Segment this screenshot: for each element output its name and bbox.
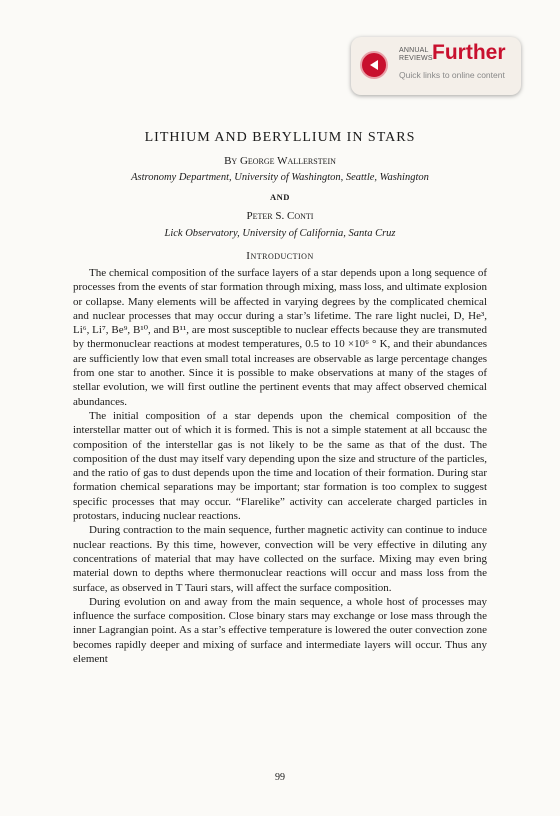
badge-tagline: Quick links to online content — [399, 70, 505, 80]
affiliation-1: Astronomy Department, University of Washington, Seattle, Washington — [131, 172, 429, 183]
paragraph: The chemical composition of the surface layers of a star depends upon a long sequence of processes from the events of star formation through mixing, mass loss, and ultimate explosion or collapse. Many elements will be affected in varying degrees by the complicated chemical and nuclear processes that may occur during a star’s lifetime. The rare light nuclei, D, He³, Li⁶, Li⁷, Be⁹, B¹⁰, and B¹¹, are most susceptible to nuclear effects because they are transmuted by thermonuclear reactions at modest temperatures, 0.5 to 10 ×10⁶ ° K, and their abundances are sufficiently low that even small total increases are observable as large percentage changes from one star to another. Since it is possible to make observations at many of the stages of stellar evolution, we will first outline the pertinent events that may affect observed chemical abundances. — [73, 267, 487, 408]
author-2: Peter S. Conti — [246, 210, 314, 222]
further-label: Further — [432, 41, 506, 64]
page-number: 99 — [275, 772, 285, 783]
play-back-icon — [360, 51, 388, 79]
article-title: LITHIUM AND BERYLLIUM IN STARS — [144, 130, 416, 145]
and-separator: AND — [270, 192, 290, 202]
paragraph: The initial composition of a star depends upon the chemical composition of the interstellar matter out of which it is formed. This is not a simple statement at all bccausc the composition of the interstellar gas is not likely to be the same as that of the dust. The composition of the dust may itself vary depending upon the size and structure of the particles, and the ratio of gas to dust depends upon the time and location of their formation. During star formation chemical separations may be important; star formation is too complex to suggest specific processes that may occur. “Flarelike” activity can accelerate charged particles in protostars, inducing nuclear reactions. — [73, 409, 487, 523]
paragraph: During evolution on and away from the main sequence, a whole host of processes may influence the surface composition. Close binary stars may exchange or lose mass through the inner Lagrangian point. As a star’s effective temperature is lowered the outer convection zone becomes rapidly deeper and mixing of surface and intermediate layers will occur. Thus any element — [73, 595, 487, 666]
by-label: By — [224, 155, 238, 167]
annual-reviews-logo-text: ANNUAL REVIEWS — [399, 47, 433, 62]
affiliation-2: Lick Observatory, University of California, Santa Cruz — [164, 228, 396, 239]
author-1: George Wallerstein — [239, 155, 336, 167]
paragraph: During contraction to the main sequence, further magnetic activity can continue to induce nuclear reactions. By this time, however, convection will be very effective in diluting any concentrations of material that may have collected on the surface. Mixing may even bring material down to depths where thermonuclear reactions will occur and mass loss from the surface, as observed in T Tauri stars, will affect the surface composition. — [73, 524, 487, 594]
body-text — [73, 266, 487, 666]
further-badge[interactable] — [351, 37, 521, 95]
section-heading: Introduction — [246, 250, 314, 262]
author-line-1 — [0, 155, 560, 167]
